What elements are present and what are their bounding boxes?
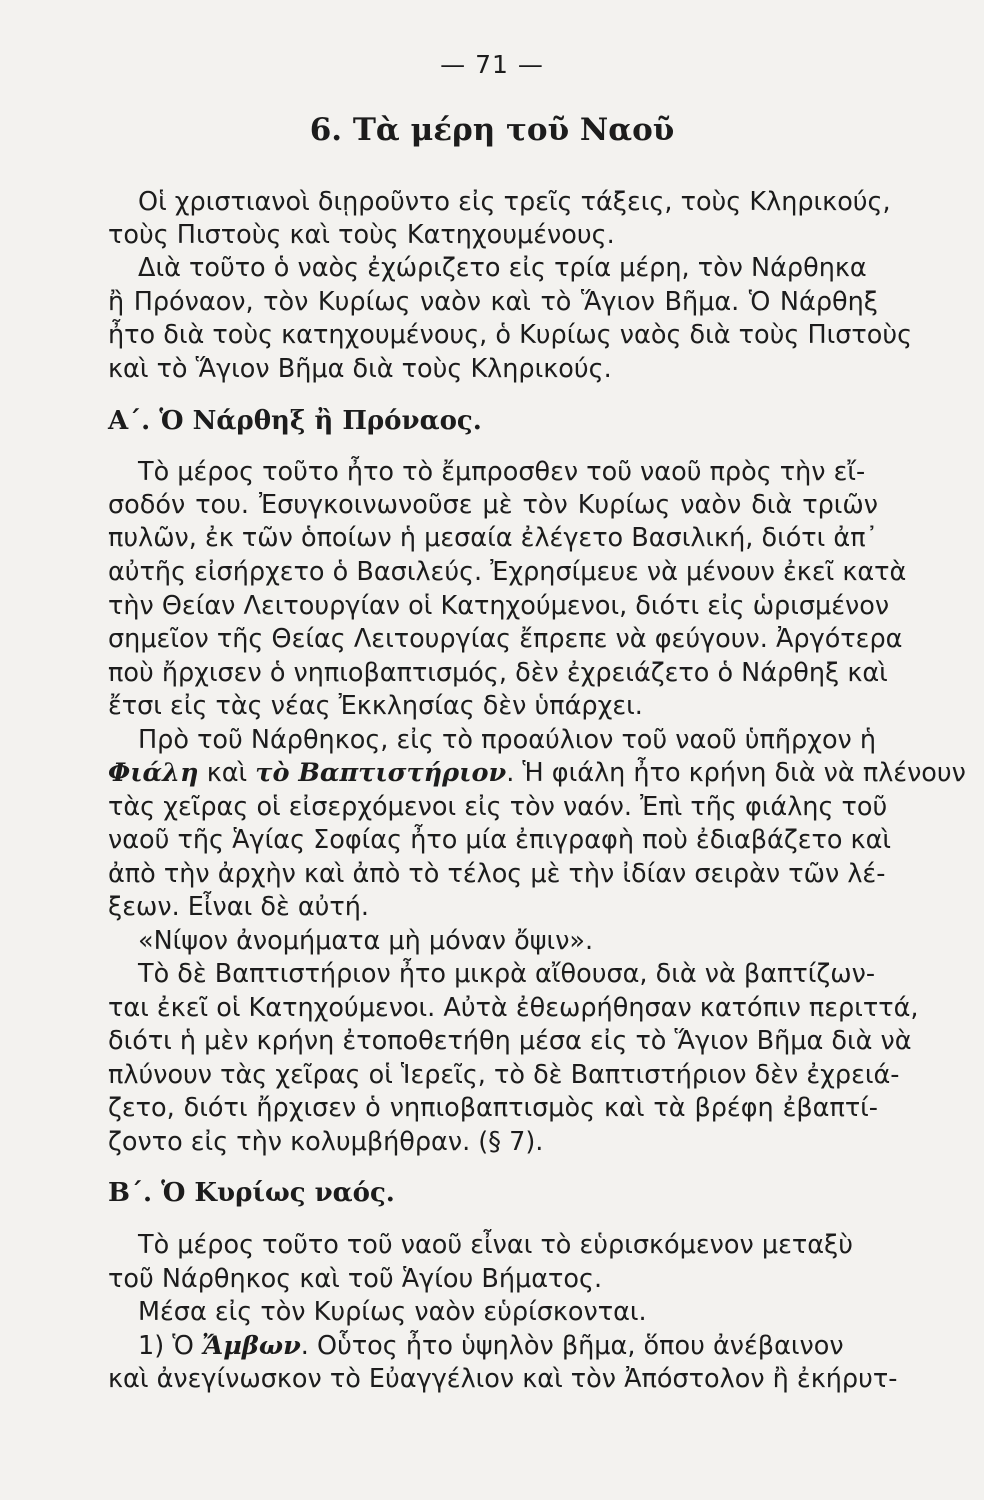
text-line: ἦτο διὰ τοὺς κατηχουμένους, ὁ Κυρίως ναὸς διὰ τοὺς Πιστοὺς (108, 320, 913, 350)
text-line: ἔτσι εἰς τὰς νέας Ἐκκλησίας δὲν ὑπάρχει. (108, 691, 643, 721)
text-line: Μέσα εἰς τὸν Κυρίως ναὸν εὑρίσκονται. (138, 1297, 647, 1327)
text-line: τὴν Θείαν Λειτουργίαν οἱ Κατηχούμενοι, διότι εἰς ὡρισμένον (108, 591, 890, 621)
term-baptistirion: τὸ Βαπτιστήριον (255, 758, 507, 788)
text-line: ναοῦ τῆς Ἁγίας Σοφίας ἦτο μία ἐπιγραφὴ ποὺ ἐδιαβάζετο καὶ (108, 825, 892, 855)
page-number: — 71 — (440, 50, 544, 79)
text-line: ἢ Πρόναον, τὸν Κυρίως ναὸν καὶ τὸ Ἅγιον Βῆμα. Ὁ Νάρθηξ (108, 287, 878, 317)
text-line: ἀπὸ τὴν ἀρχὴν καὶ ἀπὸ τὸ τέλος μὲ τὴν ἰδίαν σειρὰν τῶν λέ- (108, 859, 886, 889)
text-line: τὰς χεῖρας οἱ εἰσερχόμενοι εἰς τὸν ναόν. Ἐπὶ τῆς φιάλης τοῦ (108, 792, 888, 822)
text-line: τοῦ Νάρθηκος καὶ τοῦ Ἁγίου Βήματος. (108, 1264, 603, 1294)
text-fragment: . Ἡ φιάλη ἦτο κρήνη διὰ νὰ πλένουν (506, 758, 966, 788)
text-line: ζετο, διότι ἤρχισεν ὁ νηπιοβαπτισμὸς καὶ τὰ βρέφη ἐβαπτί- (108, 1093, 878, 1123)
text-line: ποὺ ἤρχισεν ὁ νηπιοβαπτισμός, δὲν ἐχρειάζετο ὁ Νάρθηξ καὶ (108, 658, 888, 688)
text-line (138, 1330, 844, 1362)
text-line: καὶ τὸ Ἅγιον Βῆμα διὰ τοὺς Κληρικούς. (108, 354, 612, 384)
text-line: σημεῖον τῆς Θείας Λειτουργίας ἔπρεπε νὰ φεύγουν. Ἀργότερα (108, 624, 903, 654)
section-heading: Α΄. Ὁ Νάρθηξ ἢ Πρόναος. (108, 406, 482, 436)
text-line: Οἱ χριστιανοὶ διῃροῦντο εἰς τρεῖς τάξεις, τοὺς Κληρικούς, (138, 187, 891, 217)
text-line: τοὺς Πιστοὺς καὶ τοὺς Κατηχουμένους. (108, 220, 615, 250)
text-fragment: καὶ (198, 758, 256, 788)
text-fragment: 1) Ὁ (138, 1331, 203, 1361)
text-line: πυλῶν, ἐκ τῶν ὁποίων ἡ μεσαία ἐλέγετο Βασιλική, διότι ἀπ᾽ (108, 523, 879, 553)
term-fiali: Φιάλη (108, 758, 199, 788)
chapter-title: 6. Τὰ μέρη τοῦ Ναοῦ (309, 112, 675, 148)
text-line: αὐτῆς εἰσήρχετο ὁ Βασιλεύς. Ἐχρησίμευε νὰ μένουν ἐκεῖ κατὰ (108, 557, 907, 587)
text-line: διότι ἡ μὲν κρήνη ἐτοποθετήθη μέσα εἰς τὸ Ἅγιον Βῆμα διὰ νὰ (108, 1026, 912, 1056)
text-line: καὶ ἀνεγίνωσκον τὸ Εὐαγγέλιον καὶ τὸν Ἀπόστολον ἢ ἐκήρυτ- (108, 1364, 898, 1394)
text-line: ζοντο εἰς τὴν κολυμβήθραν. (§ 7). (108, 1127, 544, 1157)
text-line: Τὸ μέρος τοῦτο τοῦ ναοῦ εἶναι τὸ εὑρισκόμενον μεταξὺ (138, 1230, 853, 1260)
text-line: πλύνουν τὰς χεῖρας οἱ Ἱερεῖς, τὸ δὲ Βαπτιστήριον δὲν ἐχρειά- (108, 1060, 900, 1090)
text-line: Διὰ τοῦτο ὁ ναὸς ἐχώριζετο εἰς τρία μέρη, τὸν Νάρθηκα (138, 253, 867, 283)
text-line: ξεων. Εἶναι δὲ αὐτή. (108, 892, 370, 922)
text-fragment: . Οὗτος ἦτο ὑψηλὸν βῆμα, ὅπου ἀνέβαινον (300, 1331, 844, 1361)
text-line: ται ἐκεῖ οἱ Κατηχούμενοι. Αὐτὰ ἐθεωρήθησαν κατόπιν περιττά, (108, 993, 919, 1023)
text-line: Πρὸ τοῦ Νάρθηκος, εἰς τὸ προαύλιον τοῦ ναοῦ ὑπῆρχον ἡ (138, 725, 877, 755)
section-heading: Β΄. Ὁ Κυρίως ναός. (108, 1178, 395, 1208)
text-line (108, 757, 966, 789)
inscription-quote: «Νίψον ἀνομήματα μὴ μόναν ὄψιν». (138, 926, 594, 956)
text-line: Τὸ δὲ Βαπτιστήριον ἦτο μικρὰ αἴθουσα, διὰ νὰ βαπτίζων- (138, 959, 876, 989)
term-amvon: Ἄμβων (202, 1331, 301, 1361)
text-line: Τὸ μέρος τοῦτο ἦτο τὸ ἔμπροσθεν τοῦ ναοῦ πρὸς τὴν εἴ- (138, 457, 866, 487)
text-line: σοδόν του. Ἐσυγκοινωνοῦσε μὲ τὸν Κυρίως ναὸν διὰ τριῶν (108, 490, 878, 520)
